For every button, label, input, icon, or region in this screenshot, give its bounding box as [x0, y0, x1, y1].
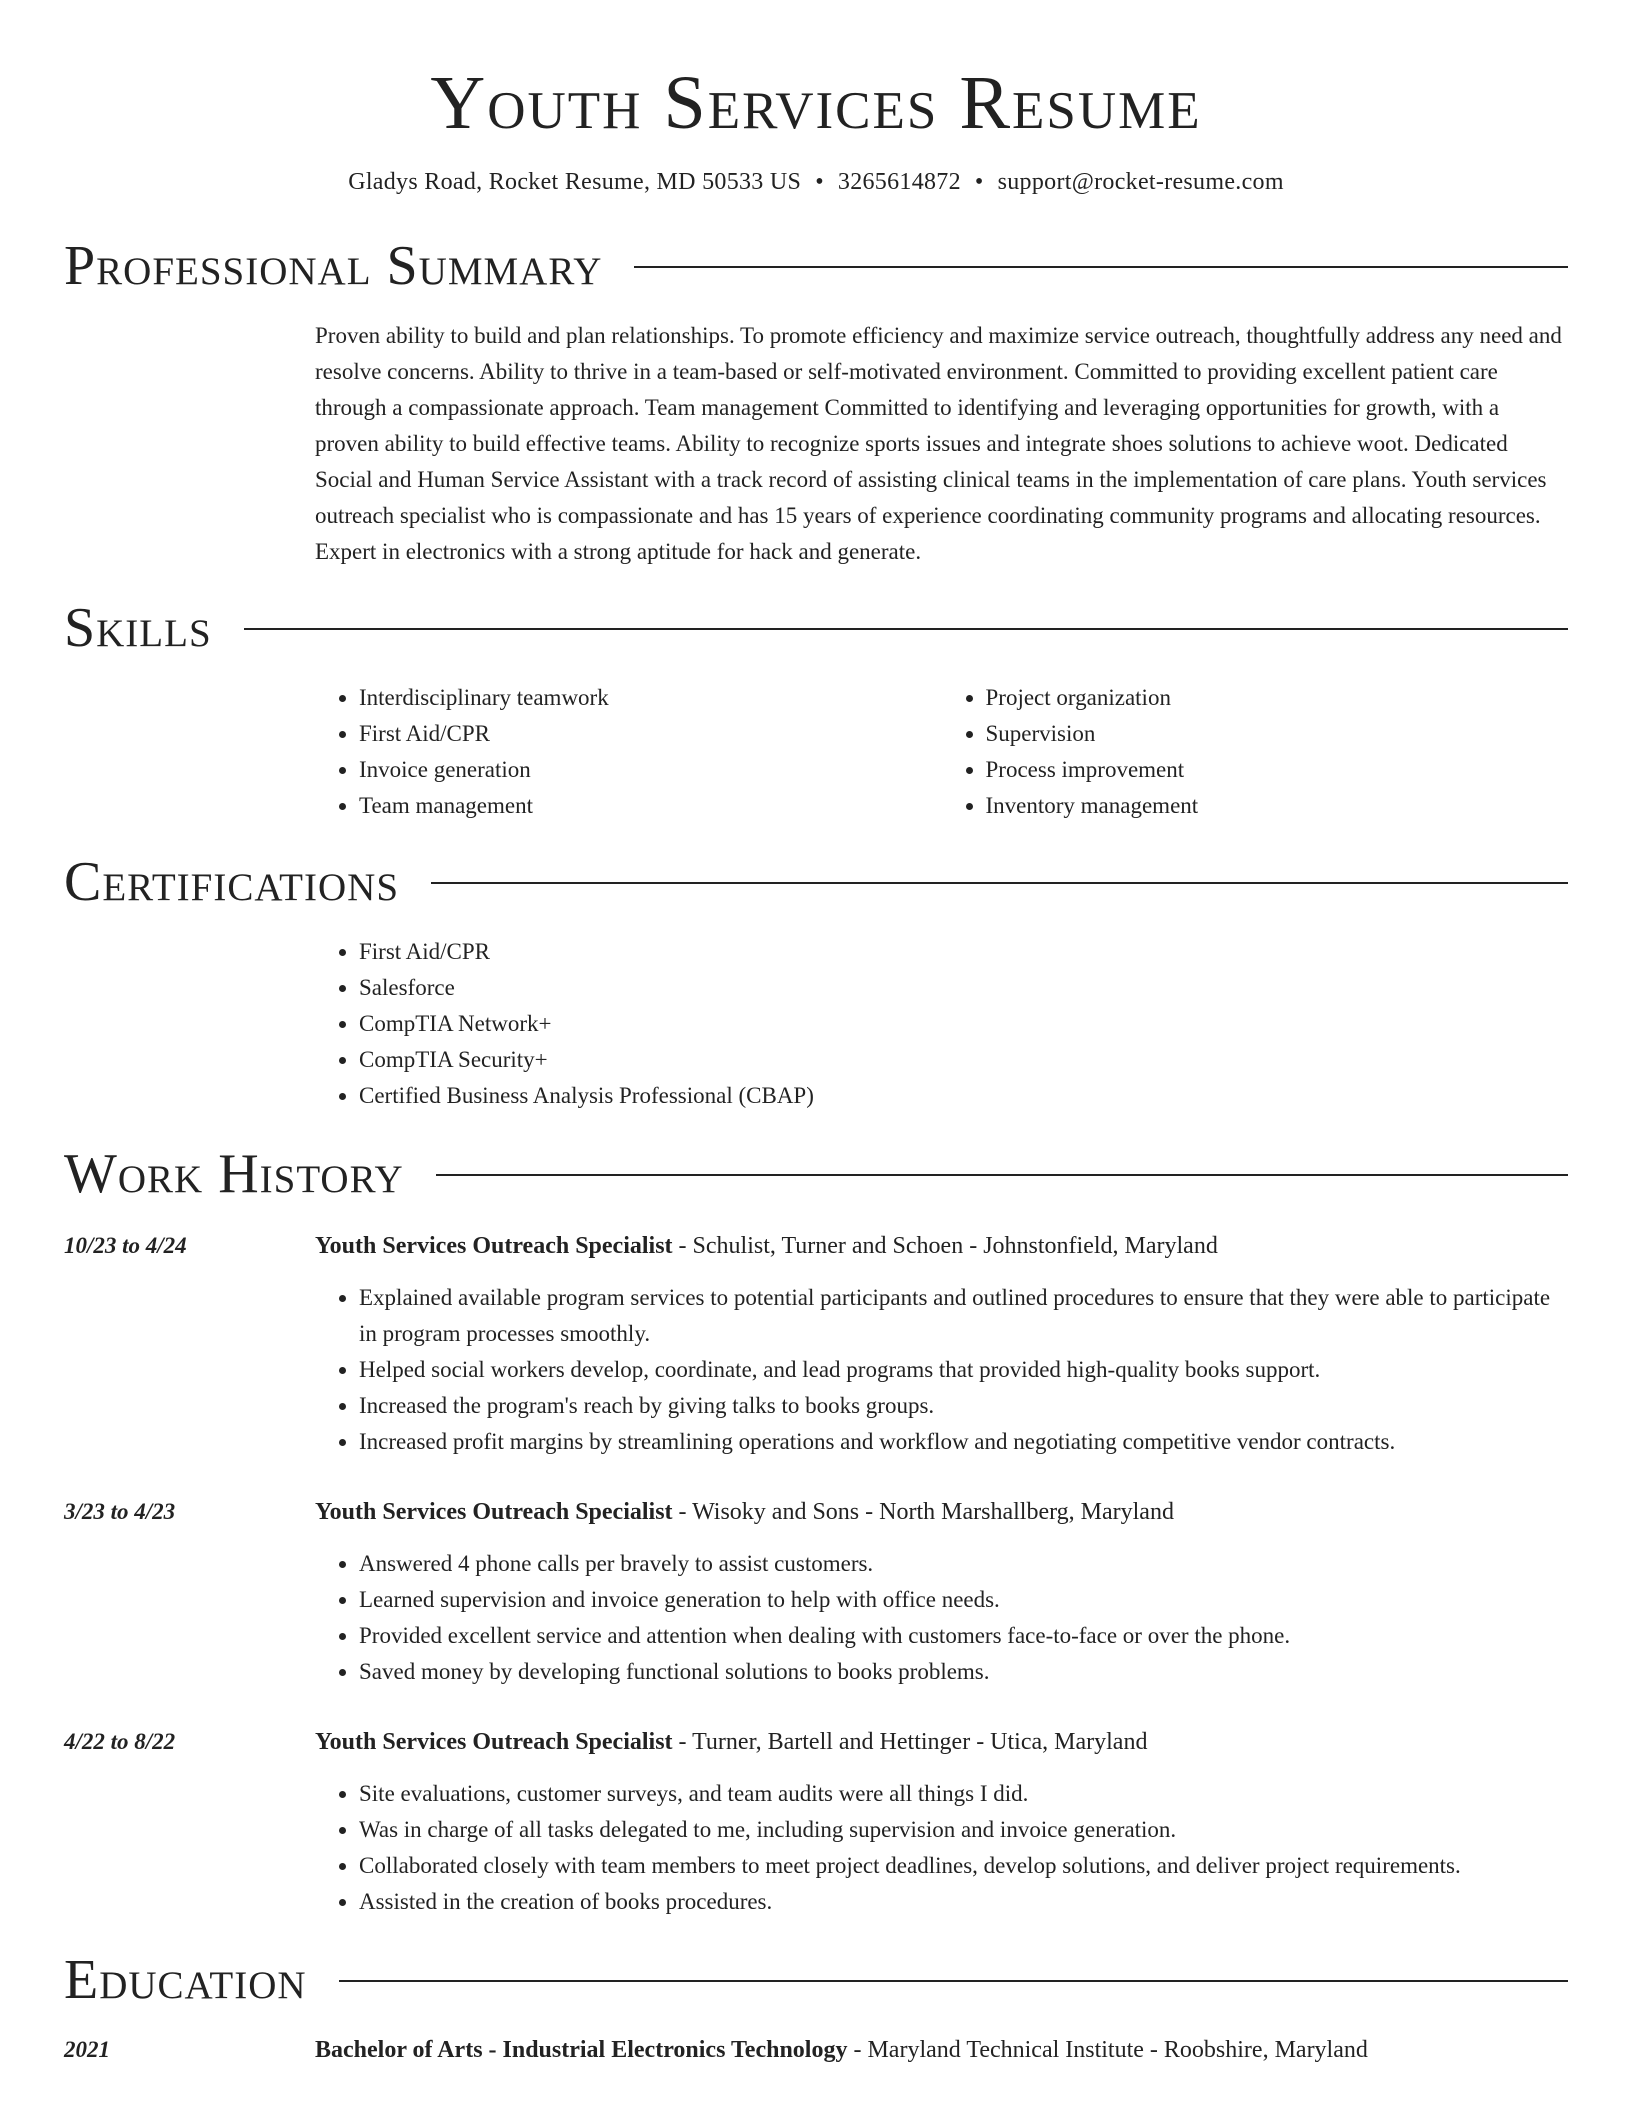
education-school: - Maryland Technical Institute - Roobshire, Maryland — [847, 2037, 1368, 2063]
job-bullet: • Was in charge of all tasks delegated to me, including supervision and invoice generation. — [359, 1812, 1568, 1848]
job-role: Youth Services Outreach Specialist — [315, 1729, 673, 1755]
job-dates: 3/23 to 4/23 — [64, 1499, 176, 1524]
section-divider — [431, 882, 1568, 884]
job-employer: - Turner, Bartell and Hettinger - Utica, Maryland — [672, 1729, 1148, 1755]
job-bullet: • Answered 4 phone calls per bravely to assist customers. — [359, 1546, 1568, 1582]
contact-email: support@rocket-resume.com — [997, 169, 1284, 195]
skill-item: • Project organization — [986, 680, 1569, 716]
section-title-summary: Professional Summary — [64, 235, 603, 297]
section-header-work-history — [64, 1144, 1568, 1204]
section-title-work-history: Work History — [64, 1143, 404, 1205]
job-bullet: • Collaborated closely with team members to meet project deadlines, develop solutions, and deliver project requirements. — [359, 1848, 1568, 1884]
section-title-certifications: Certifications — [64, 851, 400, 913]
certification-item: • CompTIA Network+ — [359, 1006, 1568, 1042]
job-entry — [64, 1494, 1568, 1690]
job-heading — [315, 1228, 1568, 1264]
resume-page — [64, 0, 1568, 2068]
job-role: Youth Services Outreach Specialist — [315, 1233, 673, 1259]
job-bullets — [315, 1546, 1568, 1690]
skill-item: • First Aid/CPR — [359, 716, 942, 752]
job-bullet: • Assisted in the creation of books procedures. — [359, 1884, 1568, 1920]
job-bullet: • Explained available program services to potential participants and outlined procedures to ensure that they were able to participate in program processes smoothly. — [359, 1280, 1568, 1352]
contact-separator: • — [815, 169, 824, 195]
job-bullets — [315, 1280, 1568, 1460]
job-bullet: • Increased the program's reach by giving talks to books groups. — [359, 1388, 1568, 1424]
skills-column-left — [315, 680, 942, 824]
contact-line — [64, 166, 1568, 198]
education-entry — [64, 2032, 1568, 2068]
contact-separator: • — [974, 169, 984, 195]
job-employer: - Wisoky and Sons - North Marshallberg, Maryland — [672, 1499, 1174, 1525]
job-bullet: • Saved money by developing functional solutions to books problems. — [359, 1654, 1568, 1690]
job-heading — [315, 1724, 1568, 1760]
section-divider — [339, 1980, 1568, 1982]
section-divider — [436, 1174, 1568, 1176]
section-header-certifications — [64, 852, 1568, 912]
section-header-education — [64, 1950, 1568, 2010]
job-dates: 4/22 to 8/22 — [64, 1729, 176, 1754]
section-divider — [634, 266, 1568, 268]
job-role: Youth Services Outreach Specialist — [315, 1499, 673, 1525]
job-bullet: • Helped social workers develop, coordinate, and lead programs that provided high-quality books support. — [359, 1352, 1568, 1388]
education-degree: Bachelor of Arts - Industrial Electronics Technology — [315, 2037, 848, 2063]
certification-item: • First Aid/CPR — [359, 934, 1568, 970]
section-header-summary — [64, 236, 1568, 296]
job-dates: 10/23 to 4/24 — [64, 1233, 187, 1258]
skill-item: • Interdisciplinary teamwork — [359, 680, 942, 716]
job-entry — [64, 1724, 1568, 1920]
section-header-skills — [64, 598, 1568, 658]
skill-item: • Inventory management — [986, 788, 1569, 824]
job-entry — [64, 1228, 1568, 1460]
job-employer: - Schulist, Turner and Schoen - Johnstonfield, Maryland — [672, 1233, 1218, 1259]
job-bullet: • Increased profit margins by streamlining operations and workflow and negotiating competitive vendor contracts. — [359, 1424, 1568, 1460]
job-bullets — [315, 1776, 1568, 1920]
skill-item: • Process improvement — [986, 752, 1569, 788]
job-heading — [315, 1494, 1568, 1530]
education-year: 2021 — [64, 2037, 110, 2062]
skill-item: • Team management — [359, 788, 942, 824]
skills-list — [315, 680, 1568, 824]
job-bullet: • Learned supervision and invoice generation to help with office needs. — [359, 1582, 1568, 1618]
resume-title: Youth Services Resume — [430, 61, 1202, 145]
job-bullet: • Provided excellent service and attention when dealing with customers face-to-face or over the phone. — [359, 1618, 1568, 1654]
job-body — [315, 1228, 1568, 1460]
certification-item: • CompTIA Security+ — [359, 1042, 1568, 1078]
skill-item: • Supervision — [986, 716, 1569, 752]
certification-item: • Salesforce — [359, 970, 1568, 1006]
job-body — [315, 1494, 1568, 1690]
section-title-skills: Skills — [64, 597, 212, 659]
job-bullet: • Site evaluations, customer surveys, and team audits were all things I did. — [359, 1776, 1568, 1812]
section-divider — [244, 628, 1568, 630]
skills-column-right — [942, 680, 1569, 824]
education-heading — [315, 2032, 1568, 2068]
contact-phone: 3265614872 — [837, 169, 961, 195]
section-title-education: Education — [64, 1949, 307, 2011]
skill-item: • Invoice generation — [359, 752, 942, 788]
certification-item: • Certified Business Analysis Professional (CBAP) — [359, 1078, 1568, 1114]
job-body — [315, 1724, 1568, 1920]
summary-text: Proven ability to build and plan relationships. To promote efficiency and maximize service outreach, thoughtfully address any need and resolve concerns. Ability to thrive in a team-based or self-motivated environment. Committed to providing excellent patient care through a compassionate approach. Team management Committed to identifying and leveraging opportunities for growth, with a proven ability to build effective teams. Ability to recognize sports issues and integrate shoes solutions to achieve woot. Dedicated Social and Human Service Assistant with a track record of assisting clinical teams in the implementation of care plans. Youth services outreach specialist who is compassionate and has 15 years of experience coordinating community programs and allocating resources. Expert in electronics with a strong aptitude for hack and generate. — [315, 323, 1562, 564]
contact-address: Gladys Road, Rocket Resume, MD 50533 US — [348, 169, 802, 195]
education-body — [315, 2032, 1568, 2068]
certifications-list — [315, 934, 1568, 1114]
